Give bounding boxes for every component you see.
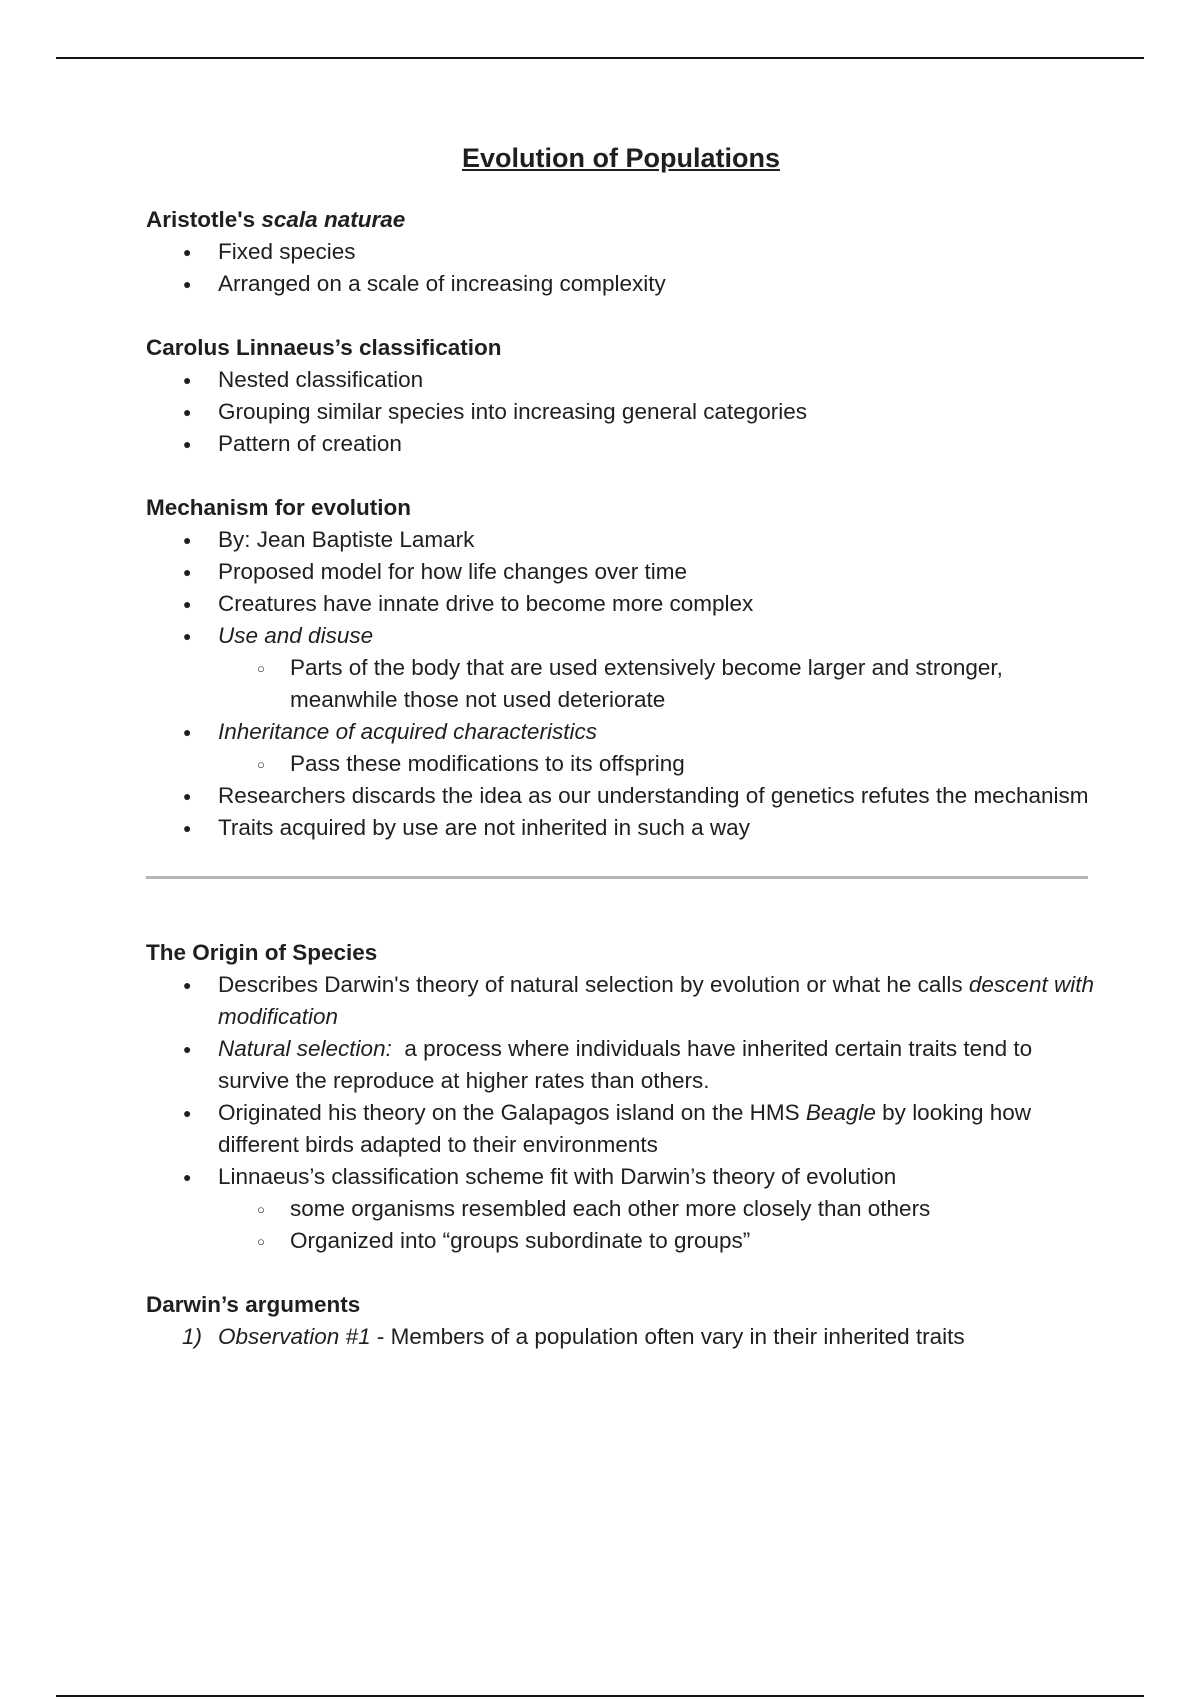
sub-bullet-list	[218, 748, 1096, 780]
page-title: Evolution of Populations	[462, 143, 780, 173]
top-rule	[56, 57, 1144, 59]
section-heading	[146, 204, 1096, 236]
list-item-text: Originated his theory on the Galapagos island on the HMS	[218, 1100, 806, 1125]
heading-text: Aristotle's	[146, 207, 262, 232]
list-item	[218, 969, 1096, 1033]
bullet-list	[146, 236, 1096, 300]
list-item: ● Arranged on a scale of increasing complexity	[218, 268, 1096, 300]
list-item: ● Researchers discards the idea as our understanding of genetics refutes the mechanism	[218, 780, 1096, 812]
section-heading: Carolus Linnaeus’s classification	[146, 335, 502, 360]
list-item: ● Pattern of creation	[218, 428, 1096, 460]
list-item	[218, 1033, 1096, 1097]
heading-italic-text: scala naturae	[261, 207, 406, 232]
section-heading: Darwin’s arguments	[146, 1292, 361, 1317]
list-item-italic-text: Natural selection:	[218, 1036, 392, 1061]
bottom-rule	[56, 1695, 1144, 1697]
list-item-use-disuse	[218, 620, 1096, 716]
list-item-italic-text: Observation #1	[218, 1324, 371, 1349]
list-item-inheritance	[218, 716, 1096, 780]
list-item-text: - Members of a population often vary in their inherited traits	[370, 1324, 965, 1349]
document-body	[146, 140, 1096, 1385]
section-heading: The Origin of Species	[146, 940, 378, 965]
list-item-text: by looking how different birds adapted to their environments	[218, 1100, 1032, 1157]
numbered-list-item	[182, 1321, 1096, 1353]
section-mechanism	[146, 492, 1096, 844]
list-item-text: Inheritance of acquired characteristics	[218, 719, 597, 744]
list-item-text: Describes Darwin's theory of natural selection by evolution or what he calls	[218, 972, 969, 997]
sub-bullet-list	[218, 652, 1096, 716]
list-item-text: Linnaeus’s classification scheme fit with Darwin’s theory of evolution	[218, 1164, 897, 1189]
bullet-list	[146, 364, 1096, 460]
numbered-list	[146, 1321, 1096, 1353]
section-heading: Mechanism for evolution	[146, 495, 412, 520]
list-item-italic-text: descent with modification	[218, 972, 1094, 1029]
list-item: ● Proposed model for how life changes over time	[218, 556, 1096, 588]
list-item: ● By: Jean Baptiste Lamark	[218, 524, 1096, 556]
sub-list-item: ○ Organized into “groups subordinate to groups”	[290, 1225, 1096, 1257]
list-item: ● Traits acquired by use are not inherited in such a way	[218, 812, 1096, 844]
sub-list-item: ○ Pass these modifications to its offspring	[290, 748, 1096, 780]
section-origin	[146, 937, 1096, 1257]
horizontal-divider	[146, 876, 1088, 879]
list-item: ● Nested classification	[218, 364, 1096, 396]
list-item-text: Use and disuse	[218, 623, 374, 648]
list-item: ● Fixed species	[218, 236, 1096, 268]
list-item	[218, 1161, 1096, 1257]
list-item	[218, 1097, 1096, 1161]
sub-list-item: ○ some organisms resembled each other more closely than others	[290, 1193, 1096, 1225]
list-number: 1)	[182, 1324, 203, 1349]
section-aristotle	[146, 204, 1096, 300]
section-darwin-arguments	[146, 1289, 1096, 1353]
sub-bullet-list	[218, 1193, 1096, 1257]
list-item-text: a process where individuals have inherited certain traits tend to survive the reproduce at higher rates than others.	[218, 1036, 1039, 1093]
sub-list-item: ○ Parts of the body that are used extensively become larger and stronger, meanwhile those not used deteriorate	[290, 652, 1096, 716]
list-item-italic-text: Beagle	[805, 1100, 876, 1125]
list-item: ● Grouping similar species into increasing general categories	[218, 396, 1096, 428]
bullet-list	[146, 524, 1096, 844]
list-item: ● Creatures have innate drive to become more complex	[218, 588, 1096, 620]
bullet-list	[146, 969, 1096, 1257]
section-linnaeus	[146, 332, 1096, 460]
